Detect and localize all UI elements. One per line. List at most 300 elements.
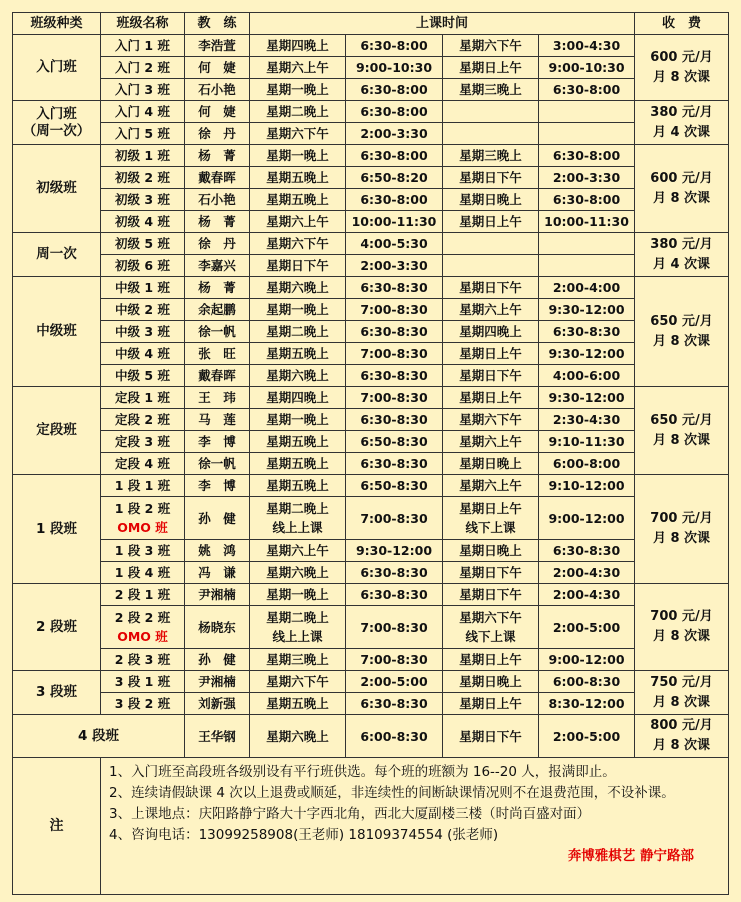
class-name-cell — [101, 649, 185, 671]
class-name-cell — [101, 145, 185, 167]
cell-line: 星期一晚上 — [266, 148, 329, 163]
coach-cell: 戴春晖 — [185, 365, 250, 387]
cell-line: 星期六晚上 — [266, 368, 329, 383]
cell-line: 700 元/月 — [650, 609, 713, 624]
cell-line: 星期日下午 — [459, 368, 522, 383]
cell-line: 1 段 2 班 — [114, 501, 171, 516]
cell-line: 星期日晚上 — [459, 543, 522, 558]
cell-line: 入门 5 班 — [115, 126, 170, 141]
fee-cell — [635, 387, 729, 475]
notes-title: 注 — [13, 758, 101, 895]
day1-cell — [250, 540, 346, 562]
class-name-cell — [101, 671, 185, 693]
time2-cell: 6:30-8:00 — [539, 145, 635, 167]
table-row — [13, 453, 729, 475]
header-class-name: 班级名称 — [101, 13, 185, 35]
cell-line: 星期六下午 — [459, 412, 522, 427]
cell-line: 中级 2 班 — [115, 302, 170, 317]
fee-cell — [635, 671, 729, 715]
time1-cell: 9:30-12:00 — [346, 540, 443, 562]
cell-line: 2 段 1 班 — [114, 587, 171, 602]
cell-line: 星期五晚上 — [266, 456, 329, 471]
cell-line: 星期日下午 — [459, 170, 522, 185]
day1-cell — [250, 409, 346, 431]
time2-cell: 9:10-12:00 — [539, 475, 635, 497]
coach-cell: 杨 菁 — [185, 145, 250, 167]
day2-cell — [443, 431, 539, 453]
time1-cell: 7:00-8:30 — [346, 387, 443, 409]
cell-line: 月 8 次课 — [652, 432, 711, 448]
time2-cell: 2:00-5:00 — [539, 715, 635, 758]
time1-cell: 6:00-8:30 — [346, 715, 443, 758]
cell-line: 月 8 次课 — [652, 190, 711, 206]
cell-line: 周一次 — [36, 246, 77, 262]
cell-line: 入门 1 班 — [115, 38, 170, 53]
cell-line: 380 元/月 — [650, 104, 713, 120]
cell-line: 星期日下午 — [266, 258, 329, 273]
cell-line: 600 元/月 — [650, 49, 713, 65]
cell-line: 星期日下午 — [459, 587, 522, 602]
day1-cell — [250, 57, 346, 79]
day2-cell: 星期日下午 — [443, 715, 539, 758]
day1-cell — [250, 189, 346, 211]
class-type-cell — [13, 35, 101, 101]
time2-cell: 9:10-11:30 — [539, 431, 635, 453]
notes-body — [101, 758, 729, 895]
cell-line: 星期日上午 — [459, 214, 522, 229]
time1-cell: 6:30-8:30 — [346, 365, 443, 387]
day2-cell — [443, 649, 539, 671]
cell-line: 星期日上午 — [459, 346, 522, 361]
table-row — [13, 277, 729, 299]
time2-cell: 8:30-12:00 — [539, 693, 635, 715]
day2-cell — [443, 584, 539, 606]
class-name-cell — [101, 453, 185, 475]
coach-cell: 尹湘楠 — [185, 584, 250, 606]
cell-line: 2 段 3 班 — [114, 652, 171, 667]
day1-cell — [250, 365, 346, 387]
class-name-cell — [101, 584, 185, 606]
class-name-cell — [101, 57, 185, 79]
day2-cell — [443, 321, 539, 343]
cell-line: 1 段 3 班 — [114, 543, 171, 558]
time1-cell: 6:30-8:30 — [346, 409, 443, 431]
cell-line: 1 段班 — [35, 520, 78, 537]
day2-cell — [443, 693, 539, 715]
signature: 奔博雅棋艺 静宁路部 — [567, 848, 695, 864]
time1-cell: 6:30-8:30 — [346, 321, 443, 343]
time1-cell: 6:30-8:00 — [346, 189, 443, 211]
fee-cell — [635, 277, 729, 387]
time2-cell: 9:00-12:00 — [539, 649, 635, 671]
day1-cell — [250, 35, 346, 57]
table-row — [13, 101, 729, 123]
cell-line: 初级 1 班 — [115, 148, 170, 163]
time2-cell: 6:30-8:30 — [539, 321, 635, 343]
day1-cell — [250, 475, 346, 497]
day1-cell — [250, 453, 346, 475]
cell-line: 星期六下午 — [266, 674, 329, 689]
cell-line: 800 元/月 — [650, 718, 713, 733]
time1-cell: 6:30-8:00 — [346, 35, 443, 57]
cell-line: 3 段班 — [35, 684, 78, 700]
cell-line: 星期日上午 — [459, 501, 522, 516]
cell-line: 1 段 1 班 — [114, 478, 171, 493]
cell-line: 星期六下午 — [266, 126, 329, 141]
time1-cell: 10:00-11:30 — [346, 211, 443, 233]
table-row — [13, 475, 729, 497]
cell-line: 星期一晚上 — [266, 412, 329, 427]
cell-line: 中级 1 班 — [115, 280, 170, 295]
table-row — [13, 321, 729, 343]
cell-line: 入门班 — [36, 105, 77, 122]
time1-cell: 6:30-8:30 — [346, 453, 443, 475]
day2-cell — [443, 57, 539, 79]
coach-cell: 孙 健 — [185, 649, 250, 671]
omo-badge: OMO 班 — [117, 520, 168, 535]
day1-cell — [250, 299, 346, 321]
cell-line: 中级 3 班 — [115, 324, 170, 339]
coach-cell: 刘新强 — [185, 693, 250, 715]
table-row — [13, 671, 729, 693]
table-row — [13, 299, 729, 321]
table-row — [13, 562, 729, 584]
fee-cell — [635, 715, 729, 758]
header-fee: 收 费 — [635, 13, 729, 35]
day1-cell — [250, 606, 346, 649]
time1-cell: 6:30-8:30 — [346, 562, 443, 584]
cell-line: 定段班 — [36, 422, 77, 438]
cell-line: 月 8 次课 — [652, 738, 711, 753]
header-row — [13, 13, 729, 35]
coach-cell: 何 婕 — [185, 101, 250, 123]
time1-cell: 6:30-8:30 — [346, 693, 443, 715]
time2-cell: 9:30-12:00 — [539, 343, 635, 365]
day2-cell — [443, 387, 539, 409]
table-row — [13, 649, 729, 671]
class-name-cell — [101, 277, 185, 299]
cell-line: 星期五晚上 — [266, 346, 329, 361]
time1-cell: 7:00-8:30 — [346, 649, 443, 671]
day2-cell — [443, 562, 539, 584]
cell-line: 星期一晚上 — [266, 82, 329, 97]
header-class-type: 班级种类 — [13, 13, 101, 35]
class-name-cell — [101, 79, 185, 101]
time1-cell: 2:00-3:30 — [346, 123, 443, 145]
class-name-cell — [101, 211, 185, 233]
time1-cell: 6:30-8:00 — [346, 79, 443, 101]
table-row — [13, 167, 729, 189]
day1-cell — [250, 167, 346, 189]
class-name-cell — [101, 343, 185, 365]
day2-cell — [443, 101, 539, 123]
day1-cell: 星期六晚上 — [250, 715, 346, 758]
day1-cell — [250, 431, 346, 453]
cell-line: 初级 3 班 — [115, 192, 170, 207]
time2-cell — [539, 255, 635, 277]
class-name-cell — [101, 475, 185, 497]
day2-cell — [443, 299, 539, 321]
time2-cell: 6:30-8:00 — [539, 189, 635, 211]
cell-line: 中级 5 班 — [115, 368, 170, 383]
time1-cell: 7:00-8:30 — [346, 343, 443, 365]
cell-line: 星期六上午 — [459, 302, 522, 317]
time2-cell — [539, 123, 635, 145]
cell-line: 星期五晚上 — [266, 170, 329, 185]
class-name-cell — [101, 431, 185, 453]
time2-cell: 6:30-8:00 — [539, 79, 635, 101]
coach-cell: 孙 健 — [185, 497, 250, 540]
class-type-cell: 4 段班 — [13, 715, 185, 758]
cell-line: 750 元/月 — [650, 674, 713, 690]
table-row — [13, 123, 729, 145]
cell-line: 月 8 次课 — [652, 629, 711, 644]
cell-line: 星期日上午 — [459, 390, 522, 405]
table-row — [13, 233, 729, 255]
cell-line: 月 8 次课 — [652, 69, 711, 85]
fee-cell — [635, 475, 729, 584]
class-name-cell — [101, 233, 185, 255]
class-name-cell — [101, 123, 185, 145]
coach-cell: 徐一帆 — [185, 321, 250, 343]
day1-cell — [250, 584, 346, 606]
day2-cell — [443, 343, 539, 365]
time2-cell: 9:00-10:30 — [539, 57, 635, 79]
day2-cell — [443, 35, 539, 57]
cell-line: 星期五晚上 — [266, 434, 329, 449]
table-row — [13, 211, 729, 233]
note-line: 4、咨询电话：13099258908(王老师) 18109374554 (张老师) — [109, 827, 499, 843]
coach-cell: 徐一帆 — [185, 453, 250, 475]
cell-line: 星期一晚上 — [266, 302, 329, 317]
coach-cell: 李 博 — [185, 431, 250, 453]
coach-cell: 石小艳 — [185, 79, 250, 101]
cell-line: 入门 3 班 — [115, 82, 170, 97]
time2-cell: 9:30-12:00 — [539, 387, 635, 409]
class-type-cell — [13, 475, 101, 584]
table-row — [13, 409, 729, 431]
day2-cell — [443, 211, 539, 233]
cell-line: 星期日上午 — [459, 60, 522, 75]
cell-line: 星期日下午 — [459, 565, 522, 580]
class-type-cell — [13, 584, 101, 671]
cell-line: 星期日晚上 — [459, 674, 522, 689]
cell-line: 初级 4 班 — [115, 214, 170, 229]
time1-cell: 2:00-5:00 — [346, 671, 443, 693]
cell-line: 星期日下午 — [459, 280, 522, 295]
cell-line: 月 8 次课 — [652, 531, 711, 546]
table-row — [13, 497, 729, 540]
cell-line: 定段 4 班 — [115, 456, 170, 471]
cell-line: 650 元/月 — [650, 313, 713, 329]
table-row — [13, 715, 729, 758]
cell-line: 700 元/月 — [650, 511, 713, 526]
time2-cell: 2:00-4:30 — [539, 584, 635, 606]
class-name-cell — [101, 167, 185, 189]
table-row — [13, 584, 729, 606]
time1-cell: 7:00-8:30 — [346, 497, 443, 540]
cell-line: 初级 2 班 — [115, 170, 170, 185]
cell-line: 线上上课 — [272, 520, 323, 535]
coach-cell: 徐 丹 — [185, 233, 250, 255]
time1-cell: 2:00-3:30 — [346, 255, 443, 277]
table-row — [13, 343, 729, 365]
note-line: 3、上课地点：庆阳路静宁路大十字西北角，西北大厦副楼三楼（时尚百盛对面） — [109, 806, 591, 822]
cell-line: 1 段 4 班 — [114, 565, 171, 580]
day2-cell — [443, 79, 539, 101]
cell-line: 初级 6 班 — [115, 258, 170, 273]
cell-line: 初级班 — [36, 180, 77, 196]
day1-cell — [250, 255, 346, 277]
class-type-cell — [13, 671, 101, 715]
cell-line: 中级 4 班 — [115, 346, 170, 361]
cell-line: 星期六晚上 — [266, 280, 329, 295]
day2-cell — [443, 475, 539, 497]
class-type-cell — [13, 145, 101, 233]
day2-cell — [443, 409, 539, 431]
cell-line: 星期六上午 — [266, 214, 329, 229]
cell-line: 月 8 次课 — [652, 694, 711, 710]
time1-cell: 6:30-8:00 — [346, 145, 443, 167]
coach-cell: 杨晓东 — [185, 606, 250, 649]
day1-cell — [250, 671, 346, 693]
cell-line: 星期日晚上 — [459, 192, 522, 207]
coach-cell: 余起鹏 — [185, 299, 250, 321]
time2-cell: 2:00-3:30 — [539, 167, 635, 189]
class-name-cell — [101, 387, 185, 409]
time2-cell: 10:00-11:30 — [539, 211, 635, 233]
table-row — [13, 387, 729, 409]
day2-cell — [443, 453, 539, 475]
time1-cell: 7:00-8:30 — [346, 606, 443, 649]
coach-cell: 石小艳 — [185, 189, 250, 211]
day1-cell — [250, 343, 346, 365]
table-row — [13, 540, 729, 562]
table-row — [13, 57, 729, 79]
time2-cell: 2:00-5:00 — [539, 606, 635, 649]
cell-line: 650 元/月 — [650, 412, 713, 428]
day1-cell — [250, 277, 346, 299]
table-row — [13, 189, 729, 211]
table-row — [13, 431, 729, 453]
day2-cell — [443, 365, 539, 387]
cell-line: 星期三晚上 — [459, 148, 522, 163]
class-type-cell — [13, 101, 101, 145]
time1-cell: 6:50-8:30 — [346, 431, 443, 453]
coach-cell: 王 玮 — [185, 387, 250, 409]
cell-line: 星期六下午 — [266, 236, 329, 251]
day1-cell — [250, 145, 346, 167]
table-row — [13, 255, 729, 277]
table-row — [13, 606, 729, 649]
cell-line: 中级班 — [36, 323, 77, 339]
fee-cell — [635, 145, 729, 233]
time2-cell: 2:30-4:30 — [539, 409, 635, 431]
cell-line: 星期六下午 — [459, 38, 522, 53]
cell-line: 定段 2 班 — [115, 412, 170, 427]
fee-cell — [635, 35, 729, 101]
day2-cell — [443, 540, 539, 562]
cell-line: 380 元/月 — [650, 236, 713, 252]
time1-cell: 6:50-8:20 — [346, 167, 443, 189]
cell-line: 入门 2 班 — [115, 60, 170, 75]
cell-line: 星期三晚上 — [459, 82, 522, 97]
cell-line: 600 元/月 — [650, 170, 713, 186]
day2-cell — [443, 255, 539, 277]
class-name-cell — [101, 321, 185, 343]
time1-cell: 6:30-8:00 — [346, 101, 443, 123]
day1-cell — [250, 123, 346, 145]
cell-line: 星期四晚上 — [266, 38, 329, 53]
coach-cell: 李浩萱 — [185, 35, 250, 57]
coach-cell: 张 旺 — [185, 343, 250, 365]
time1-cell: 6:30-8:30 — [346, 584, 443, 606]
time2-cell: 2:00-4:30 — [539, 562, 635, 584]
time1-cell: 4:00-5:30 — [346, 233, 443, 255]
cell-line: 星期六上午 — [266, 60, 329, 75]
cell-line: 星期一晚上 — [266, 587, 329, 602]
cell-line: 线下上课 — [465, 520, 516, 535]
class-name-cell — [101, 497, 185, 540]
time2-cell: 6:30-8:30 — [539, 540, 635, 562]
table-row — [13, 35, 729, 57]
time1-cell: 6:30-8:30 — [346, 277, 443, 299]
cell-line: 3 段 2 班 — [114, 696, 171, 711]
day2-cell — [443, 189, 539, 211]
day2-cell — [443, 233, 539, 255]
day2-cell — [443, 123, 539, 145]
coach-cell: 杨 菁 — [185, 277, 250, 299]
coach-cell: 徐 丹 — [185, 123, 250, 145]
note-line: 2、连续请假缺课 4 次以上退费或顺延，非连续性的间断缺课情况则不在退费范围，不设补课。 — [109, 785, 675, 801]
cell-line: 2 段 2 班 — [114, 610, 171, 625]
cell-line: 线下上课 — [465, 629, 516, 644]
schedule-table — [12, 12, 729, 895]
class-name-cell — [101, 255, 185, 277]
omo-badge: OMO 班 — [117, 629, 168, 644]
cell-line: 星期日晚上 — [459, 456, 522, 471]
cell-line: 星期五晚上 — [266, 696, 329, 711]
time2-cell — [539, 101, 635, 123]
time2-cell — [539, 233, 635, 255]
time2-cell: 6:00-8:00 — [539, 453, 635, 475]
cell-line: 初级 5 班 — [115, 236, 170, 251]
coach-cell: 何 婕 — [185, 57, 250, 79]
time2-cell: 3:00-4:30 — [539, 35, 635, 57]
time1-cell: 6:50-8:30 — [346, 475, 443, 497]
header-schedule: 上课时间 — [250, 13, 635, 35]
table-row — [13, 145, 729, 167]
cell-line: 星期六上午 — [266, 543, 329, 558]
class-name-cell — [101, 562, 185, 584]
day2-cell — [443, 497, 539, 540]
coach-cell: 尹湘楠 — [185, 671, 250, 693]
cell-line: 入门 4 班 — [115, 104, 170, 119]
class-name-cell — [101, 409, 185, 431]
class-name-cell — [101, 101, 185, 123]
cell-line: 定段 3 班 — [115, 434, 170, 449]
cell-line: 星期日上午 — [459, 696, 522, 711]
cell-line: 月 4 次课 — [652, 256, 711, 272]
table-row — [13, 365, 729, 387]
cell-line: 2 段班 — [35, 618, 78, 635]
table-row — [13, 79, 729, 101]
day1-cell — [250, 387, 346, 409]
coach-cell: 姚 鸿 — [185, 540, 250, 562]
day1-cell — [250, 649, 346, 671]
day2-cell — [443, 671, 539, 693]
class-name-cell — [101, 299, 185, 321]
